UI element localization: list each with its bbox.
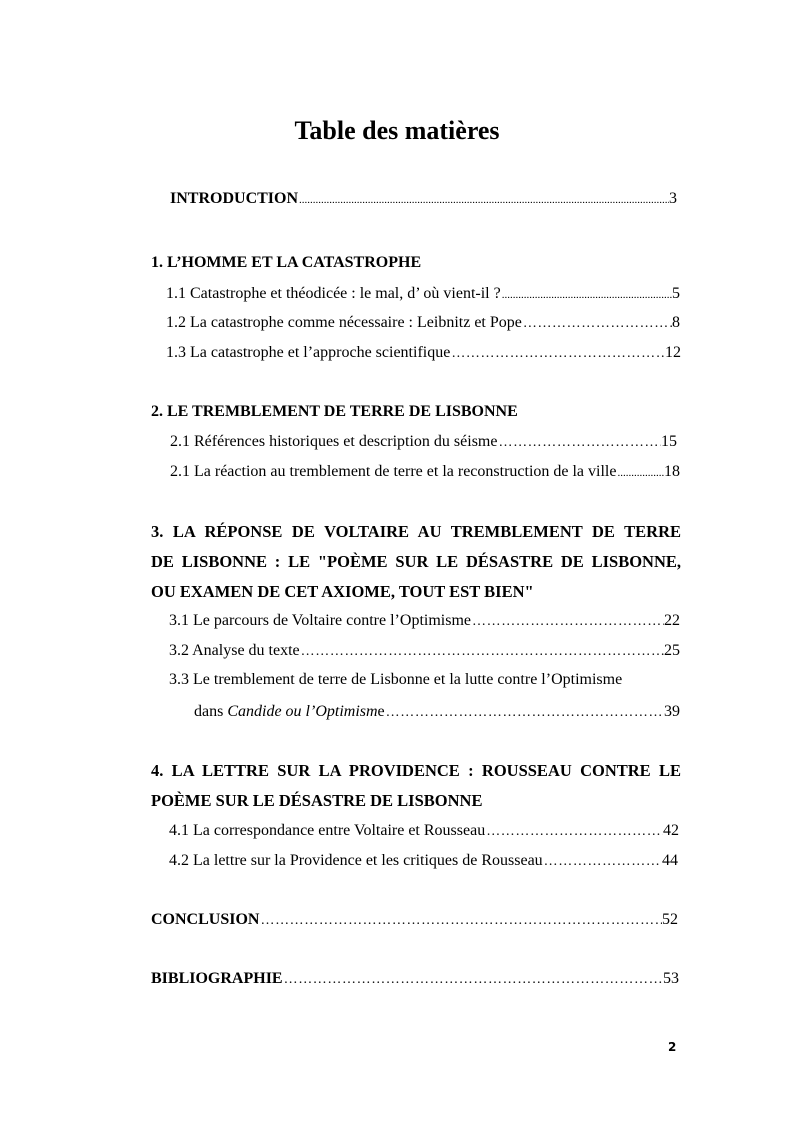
toc-entry-label: CONCLUSION xyxy=(151,911,260,928)
toc-entry-4-2[interactable] xyxy=(169,850,678,873)
toc-entry-conclusion[interactable] xyxy=(151,909,678,932)
toc-entry-1-3[interactable] xyxy=(166,342,681,365)
toc-entry-page: 22 xyxy=(664,612,680,629)
toc-entry-3-2[interactable] xyxy=(169,640,680,663)
dot-leader xyxy=(616,462,664,484)
toc-entry-label: 4.1 La correspondance entre Voltaire et Rousseau xyxy=(169,822,486,839)
work-title: Candide ou l’Optimism xyxy=(227,703,378,720)
toc-entry-page: 3 xyxy=(669,190,677,207)
dot-leader xyxy=(501,284,672,306)
toc-entry-label: BIBLIOGRAPHIE xyxy=(151,970,283,987)
section-2-heading[interactable]: 2. LE TREMBLEMENT DE TERRE DE LISBONNE xyxy=(151,403,518,420)
section-3-heading-line-1[interactable]: 3. LA RÉPONSE DE VOLTAIRE AU TREMBLEMENT DE TERRE xyxy=(151,522,681,541)
section-4-heading-line-1[interactable]: 4. LA LETTRE SUR LA PROVIDENCE : ROUSSEAU CONTRE LE xyxy=(151,761,681,780)
toc-entry-3-1[interactable] xyxy=(169,610,680,633)
toc-entry-1-2[interactable] xyxy=(166,312,680,335)
toc-entry-page: 12 xyxy=(665,344,681,361)
toc-entry-page: 53 xyxy=(663,970,679,987)
toc-entry-label: 2.1 Références historiques et description du séisme xyxy=(170,433,498,450)
toc-entry-label: 1.3 La catastrophe et l’approche scientifique xyxy=(166,344,451,361)
dot-leader xyxy=(283,969,663,991)
toc-entry-page: 52 xyxy=(662,911,678,928)
toc-entry-label: 1.1 Catastrophe et théodicée : le mal, d’ où vient-il ? xyxy=(166,285,501,302)
section-1-heading[interactable]: 1. L’HOMME ET LA CATASTROPHE xyxy=(151,254,422,271)
toc-entry-bibliography[interactable] xyxy=(151,968,679,991)
dot-leader xyxy=(259,910,662,932)
dot-leader xyxy=(450,343,665,365)
toc-entry-3-3[interactable] xyxy=(194,701,680,724)
dot-leader xyxy=(385,702,664,724)
toc-entry-2-2[interactable] xyxy=(170,461,680,484)
toc-entry-2-1[interactable] xyxy=(170,431,677,454)
toc-entry-page: 18 xyxy=(664,463,680,480)
toc-entry-label: 4.2 La lettre sur la Providence et les critiques de Rousseau xyxy=(169,852,543,869)
toc-entry-page: 42 xyxy=(663,822,679,839)
label-suffix: e xyxy=(377,703,385,720)
section-3-heading-line-2[interactable]: DE LISBONNE : LE "POÈME SUR LE DÉSASTRE DE LISBONNE, xyxy=(151,552,681,571)
toc-title: Table des matières xyxy=(294,116,500,145)
toc-entry-page: 15 xyxy=(661,433,677,450)
dot-leader xyxy=(300,641,664,663)
dot-leader xyxy=(522,313,672,335)
dot-leader xyxy=(298,189,669,211)
dot-leader xyxy=(497,432,661,454)
section-3-heading-line-3[interactable]: OU EXAMEN DE CET AXIOME, TOUT EST BIEN" xyxy=(151,582,534,601)
toc-entry-label: 3.2 Analyse du texte xyxy=(169,642,300,659)
toc-entry-label: 2.1 La réaction au tremblement de terre et la reconstruction de la ville xyxy=(170,463,617,480)
toc-entry-label: INTRODUCTION xyxy=(170,190,299,207)
toc-entry-introduction[interactable] xyxy=(170,188,677,211)
toc-entry-page: 8 xyxy=(672,314,680,331)
toc-entry-page: 25 xyxy=(664,642,680,659)
page-number: 2 xyxy=(668,1040,677,1054)
toc-entry-label: 3.1 Le parcours de Voltaire contre l’Optimisme xyxy=(169,612,471,629)
toc-entry-4-1[interactable] xyxy=(169,820,679,843)
toc-entry-3-3-line-1[interactable]: 3.3 Le tremblement de terre de Lisbonne et la lutte contre l’Optimisme xyxy=(169,671,623,688)
toc-entry-label xyxy=(194,701,385,723)
toc-entry-page: 44 xyxy=(662,852,678,869)
label-prefix: dans xyxy=(194,703,228,720)
dot-leader xyxy=(485,821,663,843)
dot-leader xyxy=(471,611,664,633)
toc-entry-page: 5 xyxy=(672,285,680,302)
toc-entry-page: 39 xyxy=(664,703,680,720)
section-4-heading-line-2[interactable]: POÈME SUR LE DÉSASTRE DE LISBONNE xyxy=(151,791,483,810)
toc-entry-1-1[interactable] xyxy=(166,283,680,306)
toc-entry-label: 1.2 La catastrophe comme nécessaire : Leibnitz et Pope xyxy=(166,314,522,331)
dot-leader xyxy=(543,851,662,873)
